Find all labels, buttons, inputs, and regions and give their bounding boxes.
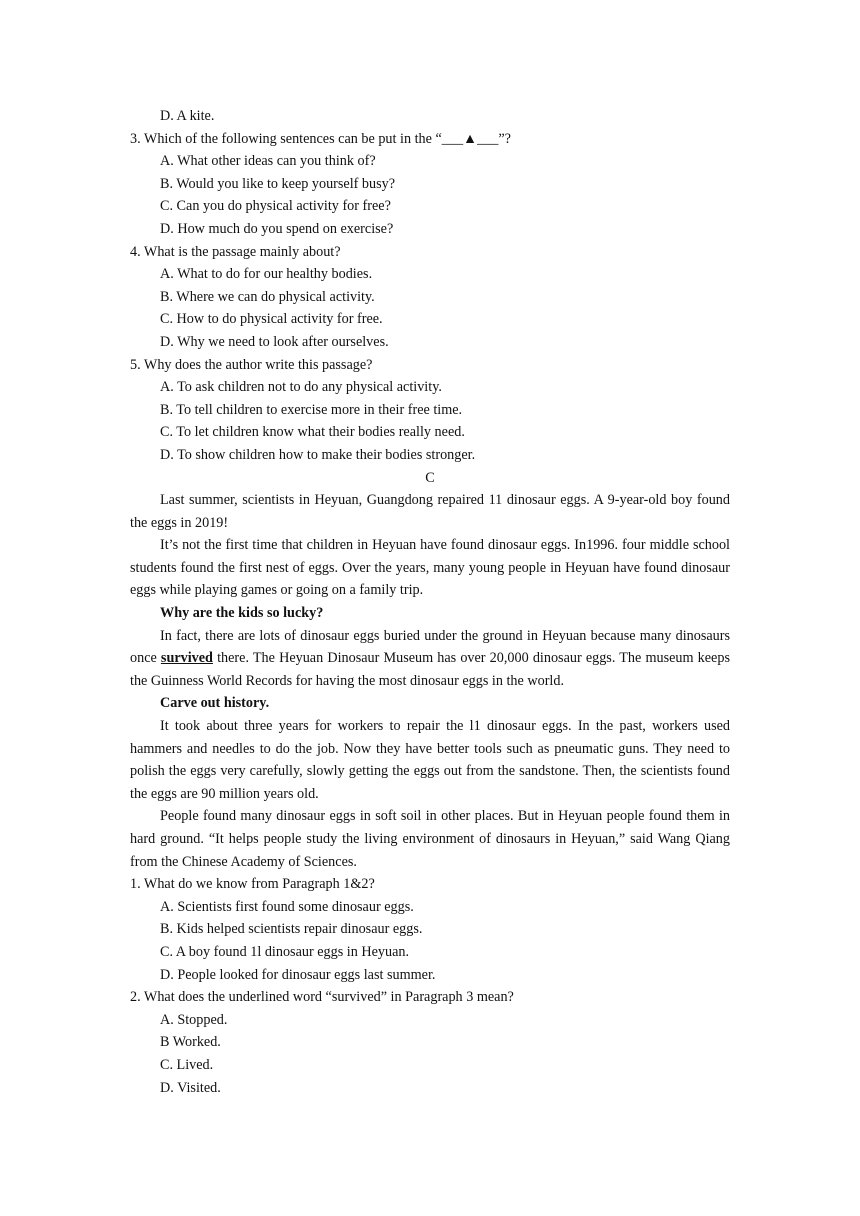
q5-option-d: D. To show children how to make their bodies stronger.: [160, 446, 476, 463]
section-letter: C: [425, 469, 435, 486]
underlined-word: survived: [160, 650, 213, 667]
q4-option-a: A. What to do for our healthy bodies.: [160, 266, 373, 283]
c1-option-a: A. Scientists first found some dinosaur eggs.: [160, 898, 414, 915]
option-d: D. A kite.: [160, 108, 215, 124]
c1-option-d: D. People looked for dinosaur eggs last summer.: [160, 966, 436, 983]
q3-option-c: C. Can you do physical activity for free?: [160, 198, 391, 215]
heading-lucky: Why are the kids so lucky?: [160, 605, 324, 622]
heading-history: Carve out history.: [160, 695, 270, 712]
q3-option-b: B. Would you like to keep yourself busy?: [160, 175, 396, 192]
question-c1: 1. What do we know from Paragraph 1&2?: [130, 876, 375, 893]
question-5: 5. Why does the author write this passage?: [130, 356, 373, 373]
q5-option-a: A. To ask children not to do any physical activity.: [160, 379, 442, 396]
c1-option-c: C. A boy found 1l dinosaur eggs in Heyuan.: [160, 943, 410, 960]
q3-option-d: D. How much do you spend on exercise?: [160, 220, 394, 237]
q4-option-c: C. How to do physical activity for free.: [160, 311, 383, 328]
c1-option-b: B. Kids helped scientists repair dinosaur eggs.: [160, 921, 423, 938]
c2-option-d: D. Visited.: [160, 1079, 221, 1096]
paragraph-4: It took about three years for workers to repair the l1 dinosaur eggs. In the past, workers used hammers and needles to do the job. Now they have better tools such as pneumatic guns. They need to polish the eggs very carefully, slowly getting the eggs out from the sandstone. Then, the scientists found the eggs are 90 million years old.: [130, 718, 730, 802]
paragraph-3-before: In fact, there are lots of dinosaur eggs buried under the ground in Heyuan because many dinosaurs once: [130, 627, 730, 667]
c2-option-b: B Worked.: [160, 1034, 221, 1051]
paragraph-2: It’s not the first time that children in Heyuan have found dinosaur eggs. In1996. four middle school students found the first nest of eggs. Over the years, many young people in Heyuan have found dinosaur eggs while playing games or going on a family trip.: [130, 537, 730, 599]
paragraph-3: [130, 625, 730, 693]
question-c2: 2. What does the underlined word “survived” in Paragraph 3 mean?: [130, 989, 514, 1006]
q4-option-b: B. Where we can do physical activity.: [160, 288, 375, 305]
q4-option-d: D. Why we need to look after ourselves.: [160, 333, 389, 350]
question-4: 4. What is the passage mainly about?: [130, 243, 341, 260]
q5-option-c: C. To let children know what their bodies really need.: [160, 424, 465, 441]
c2-option-a: A. Stopped.: [160, 1011, 228, 1028]
question-3: 3. Which of the following sentences can be put in the “___▲___”?: [130, 130, 511, 147]
paragraph-5: People found many dinosaur eggs in soft soil in other places. But in Heyuan people found them in hard ground. “It helps people study the living environment of dinosaurs in Heyuan,” said Wang Qiang from the Chinese Academy of Sciences.: [130, 808, 730, 870]
q3-option-a: A. What other ideas can you think of?: [160, 153, 376, 170]
paragraph-1: Last summer, scientists in Heyuan, Guangdong repaired 11 dinosaur eggs. A 9-year-old boy found the eggs in 2019!: [130, 492, 730, 531]
q5-option-b: B. To tell children to exercise more in their free time.: [160, 401, 463, 418]
paragraph-3-after: there. The Heyuan Dinosaur Museum has over 20,000 dinosaur eggs. The museum keeps the Guinness World Records for having the most dinosaur eggs in the world.: [130, 650, 730, 689]
c2-option-c: C. Lived.: [160, 1056, 214, 1073]
document-page: [130, 105, 730, 1099]
